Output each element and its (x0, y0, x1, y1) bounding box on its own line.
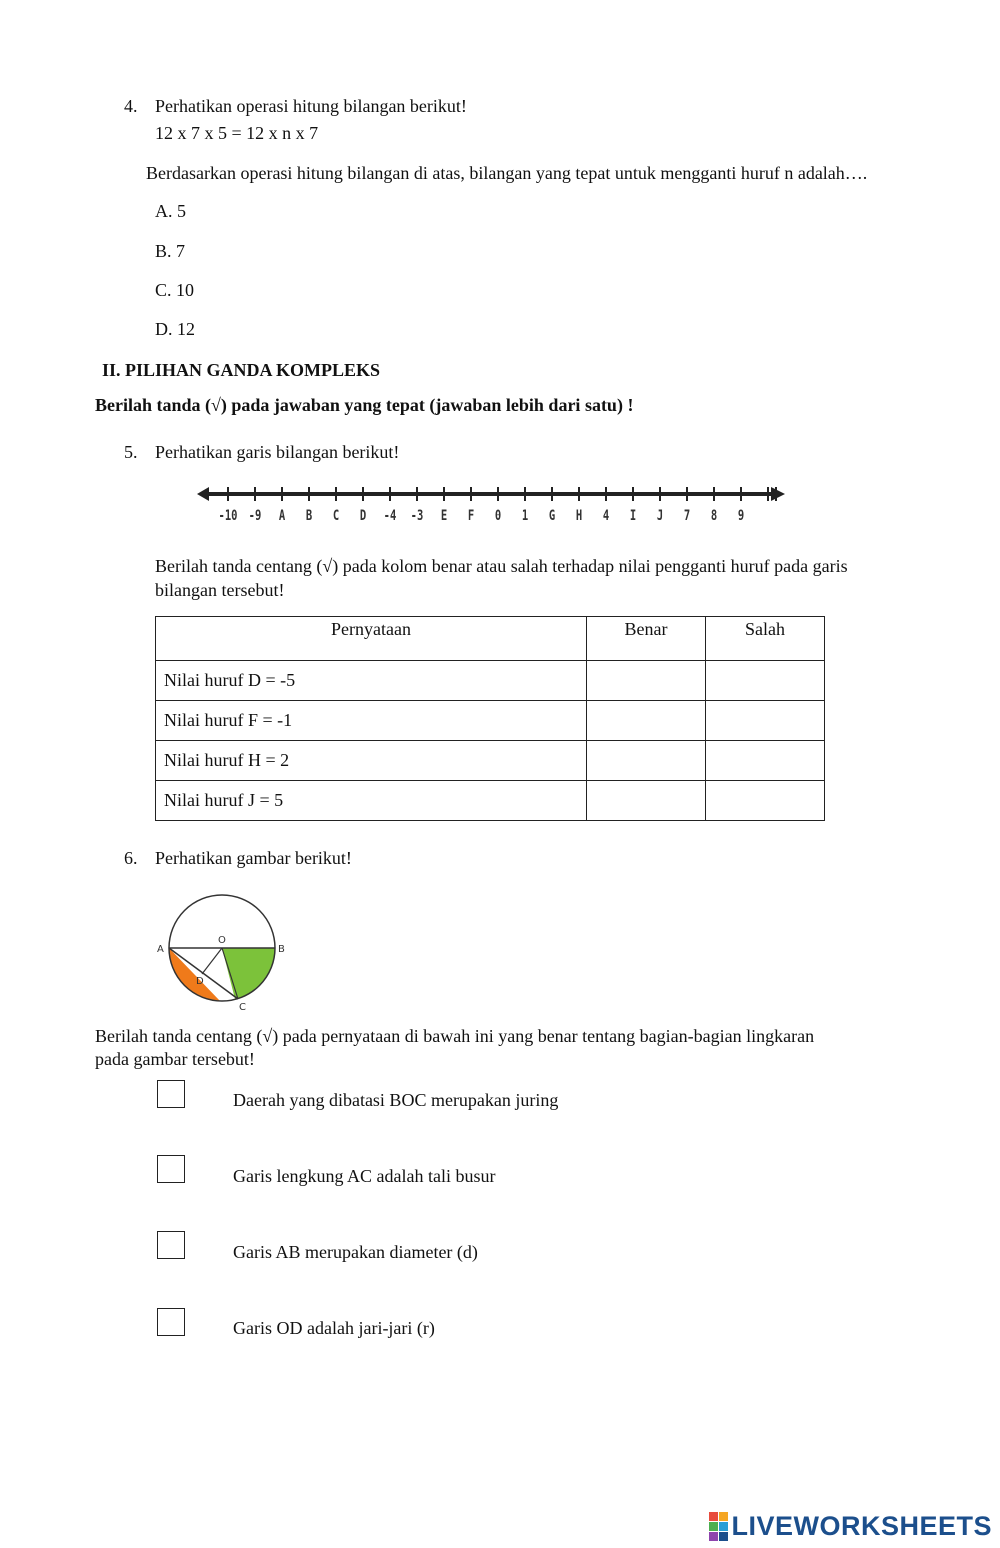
logo-square (709, 1512, 718, 1521)
q6-number: 6. (124, 848, 138, 868)
checkbox-statement-3[interactable] (157, 1231, 185, 1259)
circle-figure (150, 890, 300, 1015)
number-line-label: -3 (410, 508, 424, 524)
table-row (156, 781, 825, 821)
number-line-label: C (332, 508, 340, 524)
q6-instruction-line1: Berilah tanda centang (√) pada pernyataan di bawah ini yang benar tentang bagian-bagian lingkaran (95, 1026, 815, 1046)
label-d: D (196, 976, 204, 987)
table-row (156, 741, 825, 781)
number-line-label: 7 (683, 508, 691, 524)
number-line-label: 0 (494, 508, 502, 524)
logo-square (719, 1522, 728, 1531)
label-b: B (278, 944, 285, 955)
table-row (156, 701, 825, 741)
number-line-labels (195, 508, 790, 528)
logo-square (709, 1532, 718, 1541)
left-arrow-icon (197, 487, 209, 501)
number-line-label: 9 (737, 508, 745, 524)
statement-4: Garis OD adalah jari-jari (r) (233, 1318, 435, 1338)
salah-cell[interactable] (706, 661, 825, 701)
number-line-label: -9 (248, 508, 262, 524)
liveworksheets-logo[interactable] (709, 1511, 992, 1542)
salah-cell[interactable] (706, 741, 825, 781)
number-line-label: F (467, 508, 475, 524)
statement-h: Nilai huruf H = 2 (156, 741, 587, 781)
q4-option-b[interactable]: B. 7 (155, 241, 186, 261)
statement-j: Nilai huruf J = 5 (156, 781, 587, 821)
number-line-label: -10 (218, 508, 238, 524)
section-title: II. PILIHAN GANDA KOMPLEKS (102, 360, 381, 380)
logo-square (719, 1512, 728, 1521)
number-line-label: J (656, 508, 664, 524)
radius-od (202, 948, 222, 974)
q5-instruction-line2: bilangan tersebut! (155, 580, 285, 600)
q4-question: Berdasarkan operasi hitung bilangan di atas, bilangan yang tepat untuk mengganti huruf n adalah…. (146, 163, 868, 183)
q5-instruction-line1: Berilah tanda centang (√) pada kolom benar atau salah terhadap nilai pengganti huruf pada garis (155, 556, 848, 576)
benar-cell[interactable] (587, 741, 706, 781)
logo-text: LIVEWORKSHEETS (731, 1511, 992, 1541)
salah-cell[interactable] (706, 701, 825, 741)
right-arrow-icon (771, 487, 785, 501)
q5-prompt: Perhatikan garis bilangan berikut! (155, 442, 400, 462)
header-benar: Benar (587, 617, 706, 661)
checkbox-statement-4[interactable] (157, 1308, 185, 1336)
table-row (156, 661, 825, 701)
q6-instruction-line2: pada gambar tersebut! (95, 1049, 255, 1069)
number-line-label: D (359, 508, 367, 524)
statement-f: Nilai huruf F = -1 (156, 701, 587, 741)
q5-number: 5. (124, 442, 138, 462)
checkbox-statement-1[interactable] (157, 1080, 185, 1108)
number-line-label: H (575, 508, 583, 524)
logo-square (719, 1532, 728, 1541)
number-line-label: -4 (383, 508, 397, 524)
label-c: C (239, 1002, 246, 1013)
benar-cell[interactable] (587, 661, 706, 701)
number-line-label: 1 (521, 508, 529, 524)
label-a: A (157, 944, 164, 955)
q4-number: 4. (124, 96, 138, 116)
q4-option-d[interactable]: D. 12 (155, 319, 195, 339)
statement-3: Garis AB merupakan diameter (d) (233, 1242, 478, 1262)
statement-1: Daerah yang dibatasi BOC merupakan juring (233, 1090, 559, 1110)
statement-d: Nilai huruf D = -5 (156, 661, 587, 701)
table-header-row (156, 617, 825, 661)
benar-cell[interactable] (587, 701, 706, 741)
statement-table (155, 616, 825, 821)
number-line-label: B (305, 508, 313, 524)
q4-equation: 12 x 7 x 5 = 12 x n x 7 (155, 123, 319, 143)
section-instruction: Berilah tanda (√) pada jawaban yang tepat (jawaban lebih dari satu) ! (95, 395, 634, 415)
q4-prompt: Perhatikan operasi hitung bilangan berikut! (155, 96, 467, 116)
label-o: O (218, 935, 226, 946)
benar-cell[interactable] (587, 781, 706, 821)
number-line-label: E (440, 508, 448, 524)
header-pernyataan: Pernyataan (156, 617, 587, 661)
logo-square (709, 1522, 718, 1531)
q4-option-c[interactable]: C. 10 (155, 280, 195, 300)
header-salah: Salah (706, 617, 825, 661)
number-line-label: I (629, 508, 637, 524)
number-line-label: G (548, 508, 556, 524)
checkbox-statement-2[interactable] (157, 1155, 185, 1183)
statement-2: Garis lengkung AC adalah tali busur (233, 1166, 496, 1186)
number-line-label: 8 (710, 508, 718, 524)
logo-grid-icon (709, 1512, 728, 1541)
number-line-label: 4 (602, 508, 610, 524)
salah-cell[interactable] (706, 781, 825, 821)
number-line-label: A (278, 508, 286, 524)
q6-prompt: Perhatikan gambar berikut! (155, 848, 352, 868)
q4-option-a[interactable]: A. 5 (155, 201, 186, 221)
number-line (195, 482, 790, 508)
